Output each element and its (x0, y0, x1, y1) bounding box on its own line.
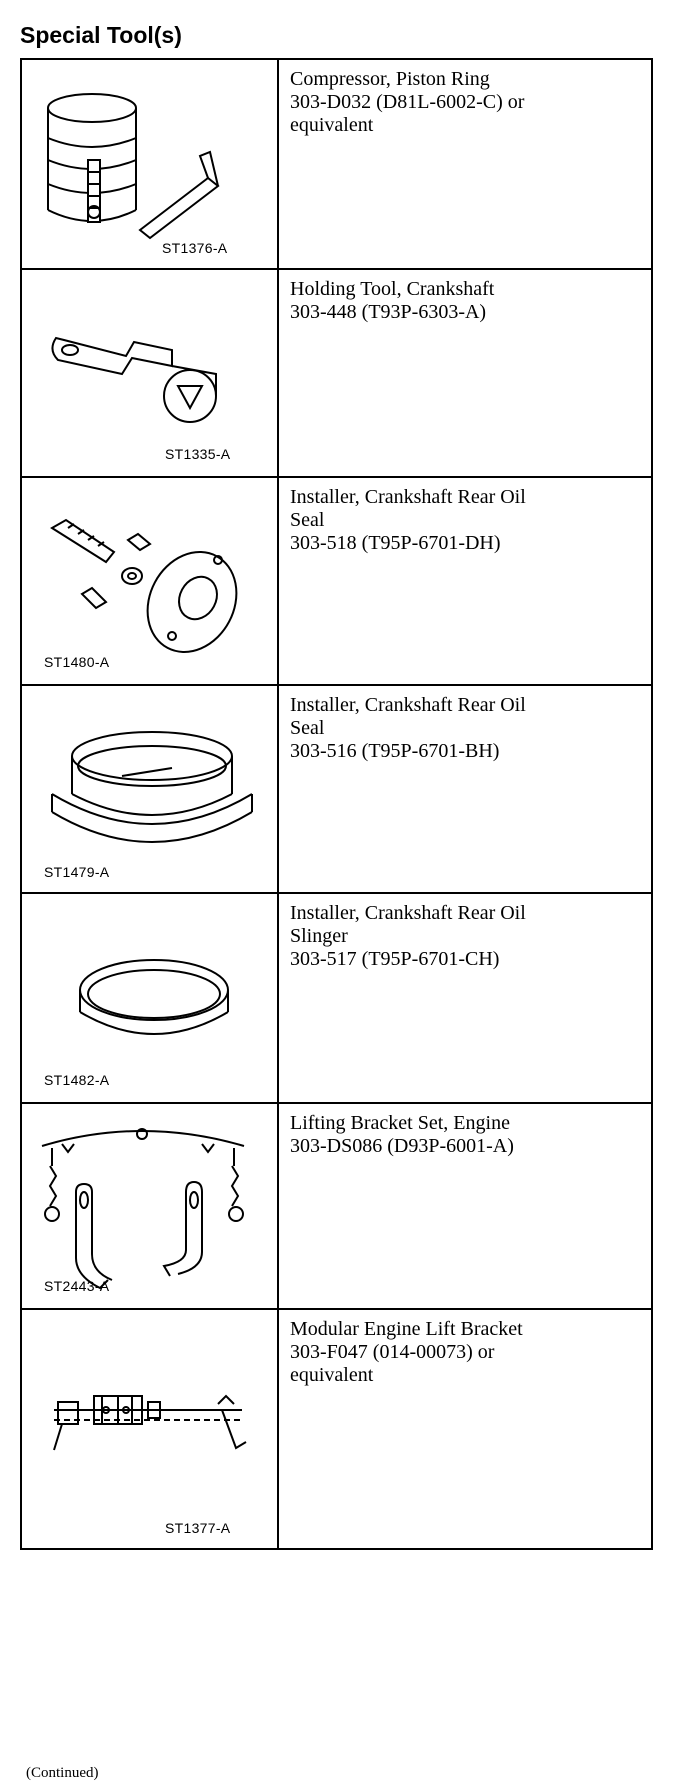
page-title: Special Tool(s) (20, 22, 182, 48)
rear-oil-seal-installer-ring-icon (22, 686, 277, 894)
tool-image-cell (21, 1309, 278, 1549)
figure-id: ST1482-A (44, 1072, 110, 1088)
figure-id: ST2443-A (44, 1278, 110, 1294)
table-row (21, 893, 652, 1103)
tool-description: Holding Tool, Crankshaft 303-448 (T93P-6303-A) (278, 269, 652, 477)
continued-note: (Continued) (26, 1765, 99, 1781)
table-row (21, 1103, 652, 1309)
tool-image-cell (21, 1103, 278, 1309)
tool-image-cell (21, 685, 278, 893)
tool-description: Installer, Crankshaft Rear Oil Seal 303-516 (T95P-6701-BH) (278, 685, 652, 893)
figure-id: ST1377-A (165, 1520, 231, 1536)
crankshaft-holding-tool-icon (22, 270, 277, 478)
special-tools-table (20, 58, 653, 1550)
tool-image-cell (21, 893, 278, 1103)
piston-ring-compressor-icon (22, 60, 277, 270)
table-row (21, 59, 652, 269)
tool-description: Compressor, Piston Ring 303-D032 (D81L-6002-C) or equivalent (278, 59, 652, 269)
tool-description: Installer, Crankshaft Rear Oil Slinger 303-517 (T95P-6701-CH) (278, 893, 652, 1103)
figure-id: ST1480-A (44, 654, 110, 670)
tool-description: Installer, Crankshaft Rear Oil Seal 303-518 (T95P-6701-DH) (278, 477, 652, 685)
table-row (21, 477, 652, 685)
figure-id: ST1335-A (165, 446, 231, 462)
tool-description: Lifting Bracket Set, Engine 303-DS086 (D93P-6001-A) (278, 1103, 652, 1309)
tool-description: Modular Engine Lift Bracket 303-F047 (014-00073) or equivalent (278, 1309, 652, 1549)
table-row (21, 269, 652, 477)
table-row (21, 685, 652, 893)
figure-id: ST1376-A (162, 240, 228, 256)
figure-id: ST1479-A (44, 864, 110, 880)
table-row (21, 1309, 652, 1549)
tool-image-cell (21, 269, 278, 477)
tool-image-cell (21, 477, 278, 685)
engine-lift-bracket-icon (22, 1310, 277, 1550)
tool-image-cell (21, 59, 278, 269)
